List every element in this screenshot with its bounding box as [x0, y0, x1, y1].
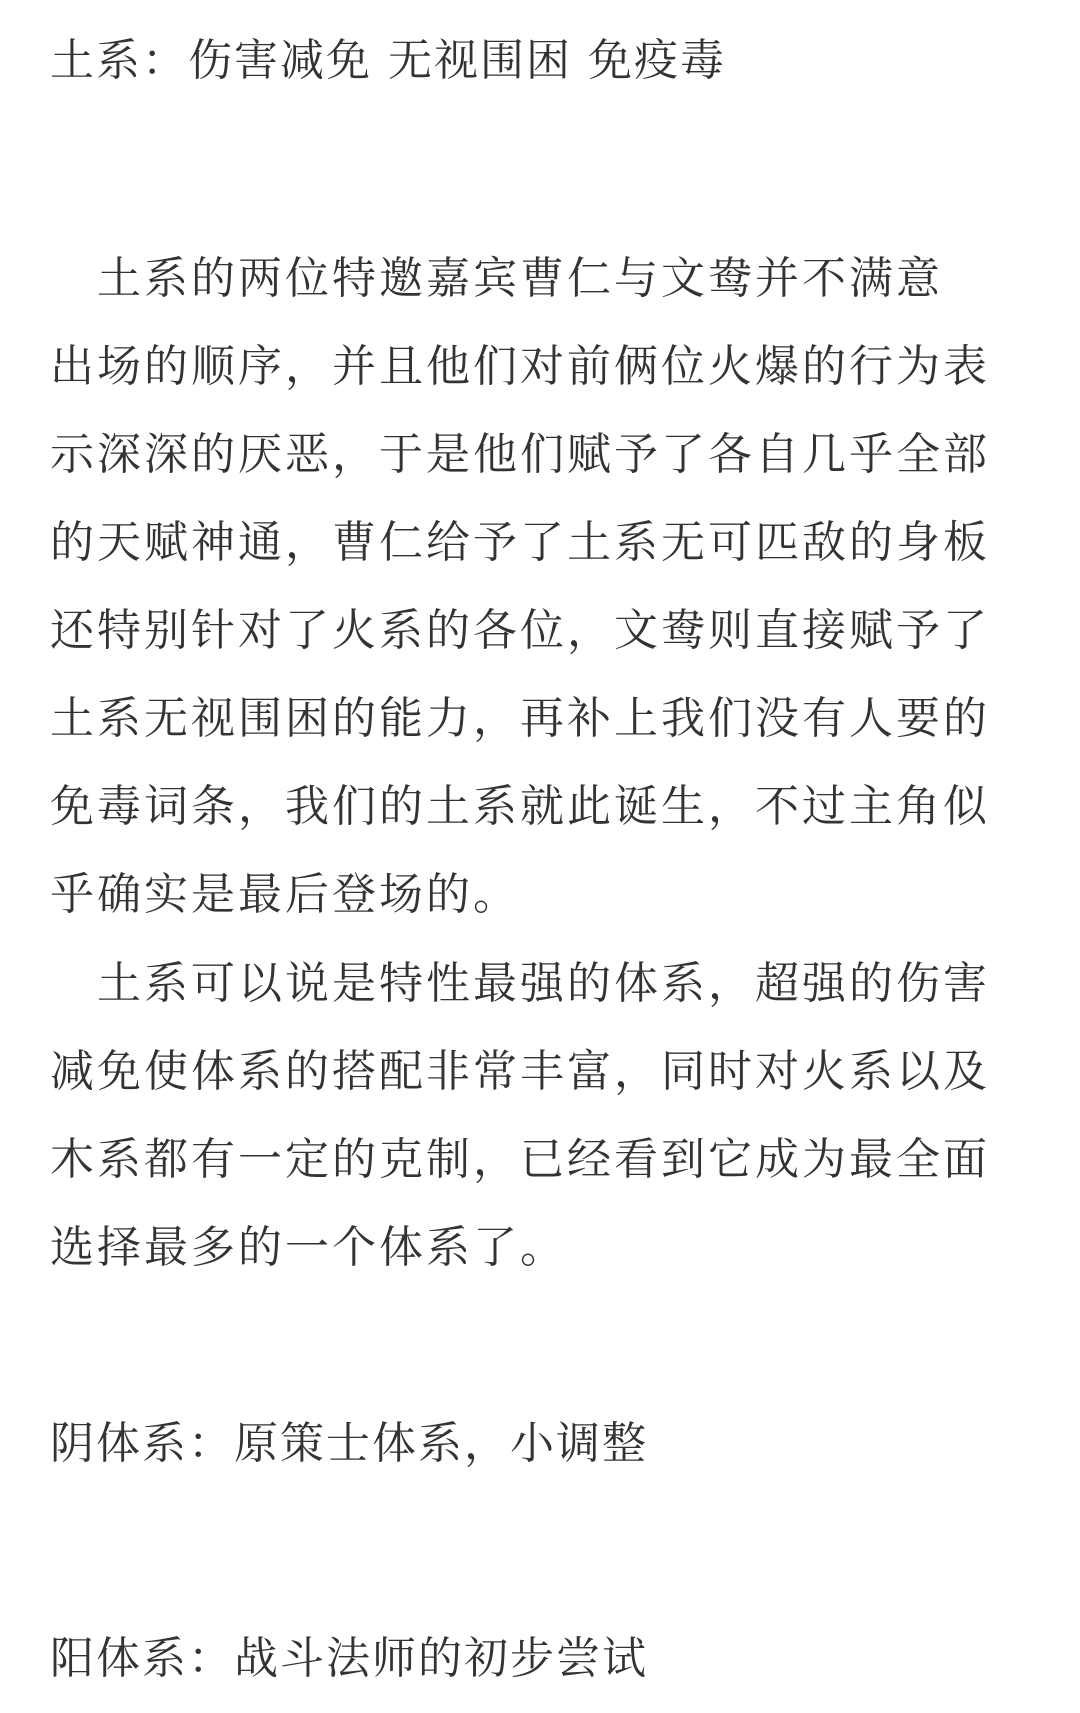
paragraph-line: 免毒词条，我们的土系就此诞生，不过主角似	[50, 781, 990, 832]
paragraph-line: 示深深的厌恶，于是他们赋予了各自几乎全部	[50, 429, 990, 480]
earth-system-paragraph-1	[50, 235, 1030, 939]
paragraph-line: 土系可以说是特性最强的体系，超强的伤害	[50, 958, 990, 1009]
paragraph-line: 减免使体系的搭配非常丰富，同时对火系以及	[50, 1046, 990, 1097]
yang-system-heading: 阳体系：战斗法师的初步尝试	[50, 1633, 648, 1684]
paragraph-line: 还特别针对了火系的各位，文鸯则直接赋予了	[50, 605, 990, 656]
earth-system-heading: 土系：伤害减免 无视围困 免疫毒	[50, 35, 726, 86]
yin-system-heading: 阴体系：原策士体系，小调整	[50, 1418, 648, 1469]
paragraph-line: 乎确实是最后登场的。	[50, 869, 520, 920]
paragraph-line: 木系都有一定的克制，已经看到它成为最全面	[50, 1134, 990, 1185]
paragraph-line: 土系的两位特邀嘉宾曹仁与文鸯并不满意	[50, 253, 943, 304]
paragraph-line: 土系无视围困的能力，再补上我们没有人要的	[50, 693, 990, 744]
paragraph-line: 选择最多的一个体系了。	[50, 1222, 567, 1273]
earth-system-paragraph-2	[50, 940, 1030, 1292]
paragraph-line: 的天赋神通，曹仁给予了土系无可匹敌的身板	[50, 517, 990, 568]
paragraph-line: 出场的顺序，并且他们对前俩位火爆的行为表	[50, 341, 990, 392]
